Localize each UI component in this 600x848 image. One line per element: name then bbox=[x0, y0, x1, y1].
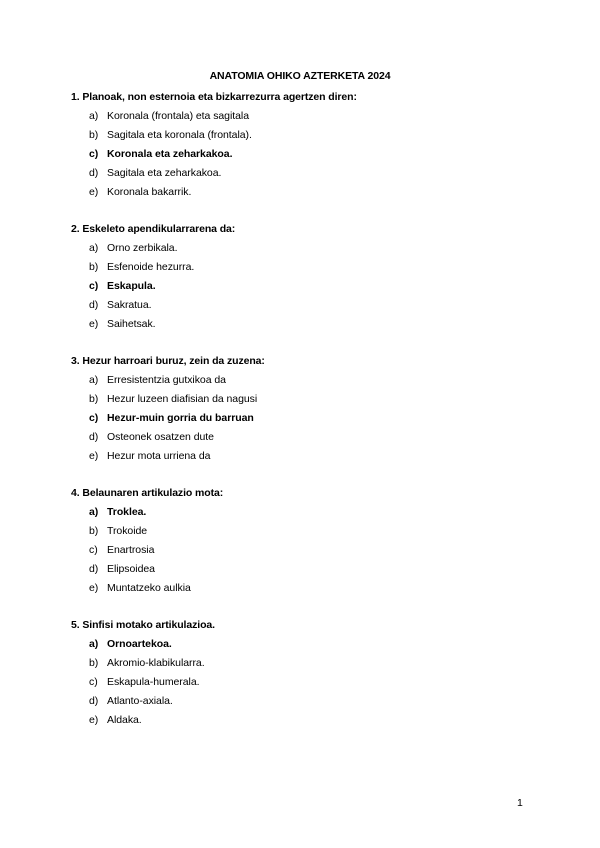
option-letter: b) bbox=[89, 657, 99, 669]
option-text: Sagitala eta koronala (frontala). bbox=[107, 129, 252, 141]
option-text: Erresistentzia gutxikoa da bbox=[107, 374, 226, 386]
option-e bbox=[71, 581, 551, 600]
option-text: Trokoide bbox=[107, 525, 148, 537]
option-text: Enartrosia bbox=[107, 544, 155, 556]
option-letter: d) bbox=[89, 431, 99, 443]
option-d bbox=[71, 694, 551, 713]
question-2 bbox=[71, 222, 551, 336]
question-5 bbox=[71, 618, 551, 732]
option-letter: c) bbox=[89, 412, 99, 424]
option-text: Troklea. bbox=[107, 506, 147, 518]
option-letter: d) bbox=[89, 563, 99, 575]
options-list bbox=[71, 505, 551, 600]
option-c bbox=[71, 675, 551, 694]
option-b bbox=[71, 656, 551, 675]
option-b bbox=[71, 128, 551, 147]
option-text: Saihetsak. bbox=[107, 318, 156, 330]
option-d bbox=[71, 166, 551, 185]
options-list bbox=[71, 637, 551, 732]
option-letter: a) bbox=[89, 506, 99, 518]
option-c bbox=[71, 147, 551, 166]
option-letter: a) bbox=[89, 110, 99, 122]
option-letter: d) bbox=[89, 167, 99, 179]
option-letter: e) bbox=[89, 714, 99, 726]
option-b bbox=[71, 524, 551, 543]
option-text: Eskapula. bbox=[107, 280, 156, 292]
option-letter: e) bbox=[89, 318, 99, 330]
option-e bbox=[71, 713, 551, 732]
option-text: Sagitala eta zeharkakoa. bbox=[107, 167, 222, 179]
option-letter: a) bbox=[89, 638, 99, 650]
option-letter: c) bbox=[89, 676, 98, 688]
option-a bbox=[71, 109, 551, 128]
option-e bbox=[71, 449, 551, 468]
question-4 bbox=[71, 486, 551, 600]
option-letter: b) bbox=[89, 525, 99, 537]
option-letter: e) bbox=[89, 186, 99, 198]
option-letter: d) bbox=[89, 695, 99, 707]
option-text: Aldaka. bbox=[107, 714, 142, 726]
option-text: Akromio-klabikularra. bbox=[107, 657, 205, 669]
option-a bbox=[71, 373, 551, 392]
option-text: Sakratua. bbox=[107, 299, 152, 311]
questions-list bbox=[71, 90, 551, 750]
option-text: Koronala (frontala) eta sagitala bbox=[107, 110, 249, 122]
option-c bbox=[71, 543, 551, 562]
option-letter: a) bbox=[89, 374, 99, 386]
option-text: Eskapula-humerala. bbox=[107, 676, 200, 688]
question-text: 4. Belaunaren artikulazio mota: bbox=[71, 487, 224, 499]
option-text: Ornoartekoa. bbox=[107, 638, 172, 650]
option-letter: b) bbox=[89, 129, 99, 141]
question-text: 5. Sinfisi motako artikulazioa. bbox=[71, 619, 215, 631]
option-c bbox=[71, 279, 551, 298]
option-letter: d) bbox=[89, 299, 99, 311]
option-letter: c) bbox=[89, 148, 99, 160]
question-text: 2. Eskeleto apendikularrarena da: bbox=[71, 223, 236, 235]
option-letter: c) bbox=[89, 544, 98, 556]
option-letter: c) bbox=[89, 280, 99, 292]
option-d bbox=[71, 430, 551, 449]
page-title: ANATOMIA OHIKO AZTERKETA 2024 bbox=[209, 70, 391, 82]
option-text: Hezur mota urriena da bbox=[107, 450, 211, 462]
option-text: Elipsoidea bbox=[107, 563, 155, 575]
option-b bbox=[71, 392, 551, 411]
option-a bbox=[71, 637, 551, 656]
option-letter: a) bbox=[89, 242, 99, 254]
option-a bbox=[71, 505, 551, 524]
option-text: Orno zerbikala. bbox=[107, 242, 178, 254]
question-text: 1. Planoak, non esternoia eta bizkarrezurra agertzen diren: bbox=[71, 91, 357, 103]
option-a bbox=[71, 241, 551, 260]
option-text: Atlanto-axiala. bbox=[107, 695, 173, 707]
option-text: Hezur luzeen diafisian da nagusi bbox=[107, 393, 258, 405]
option-text: Koronala bakarrik. bbox=[107, 186, 192, 198]
option-b bbox=[71, 260, 551, 279]
option-letter: b) bbox=[89, 393, 99, 405]
option-text: Koronala eta zeharkakoa. bbox=[107, 148, 233, 160]
option-text: Hezur-muin gorria du barruan bbox=[107, 412, 254, 424]
option-letter: e) bbox=[89, 582, 99, 594]
question-1 bbox=[71, 90, 551, 204]
options-list bbox=[71, 109, 551, 204]
option-e bbox=[71, 317, 551, 336]
page-number: 1 bbox=[517, 797, 523, 809]
option-d bbox=[71, 298, 551, 317]
option-letter: b) bbox=[89, 261, 99, 273]
question-3 bbox=[71, 354, 551, 468]
option-c bbox=[71, 411, 551, 430]
option-text: Muntatzeko aulkia bbox=[107, 582, 191, 594]
question-text: 3. Hezur harroari buruz, zein da zuzena: bbox=[71, 355, 265, 367]
option-e bbox=[71, 185, 551, 204]
option-letter: e) bbox=[89, 450, 99, 462]
option-d bbox=[71, 562, 551, 581]
option-text: Esfenoide hezurra. bbox=[107, 261, 195, 273]
options-list bbox=[71, 241, 551, 336]
option-text: Osteonek osatzen dute bbox=[107, 431, 214, 443]
options-list bbox=[71, 373, 551, 468]
